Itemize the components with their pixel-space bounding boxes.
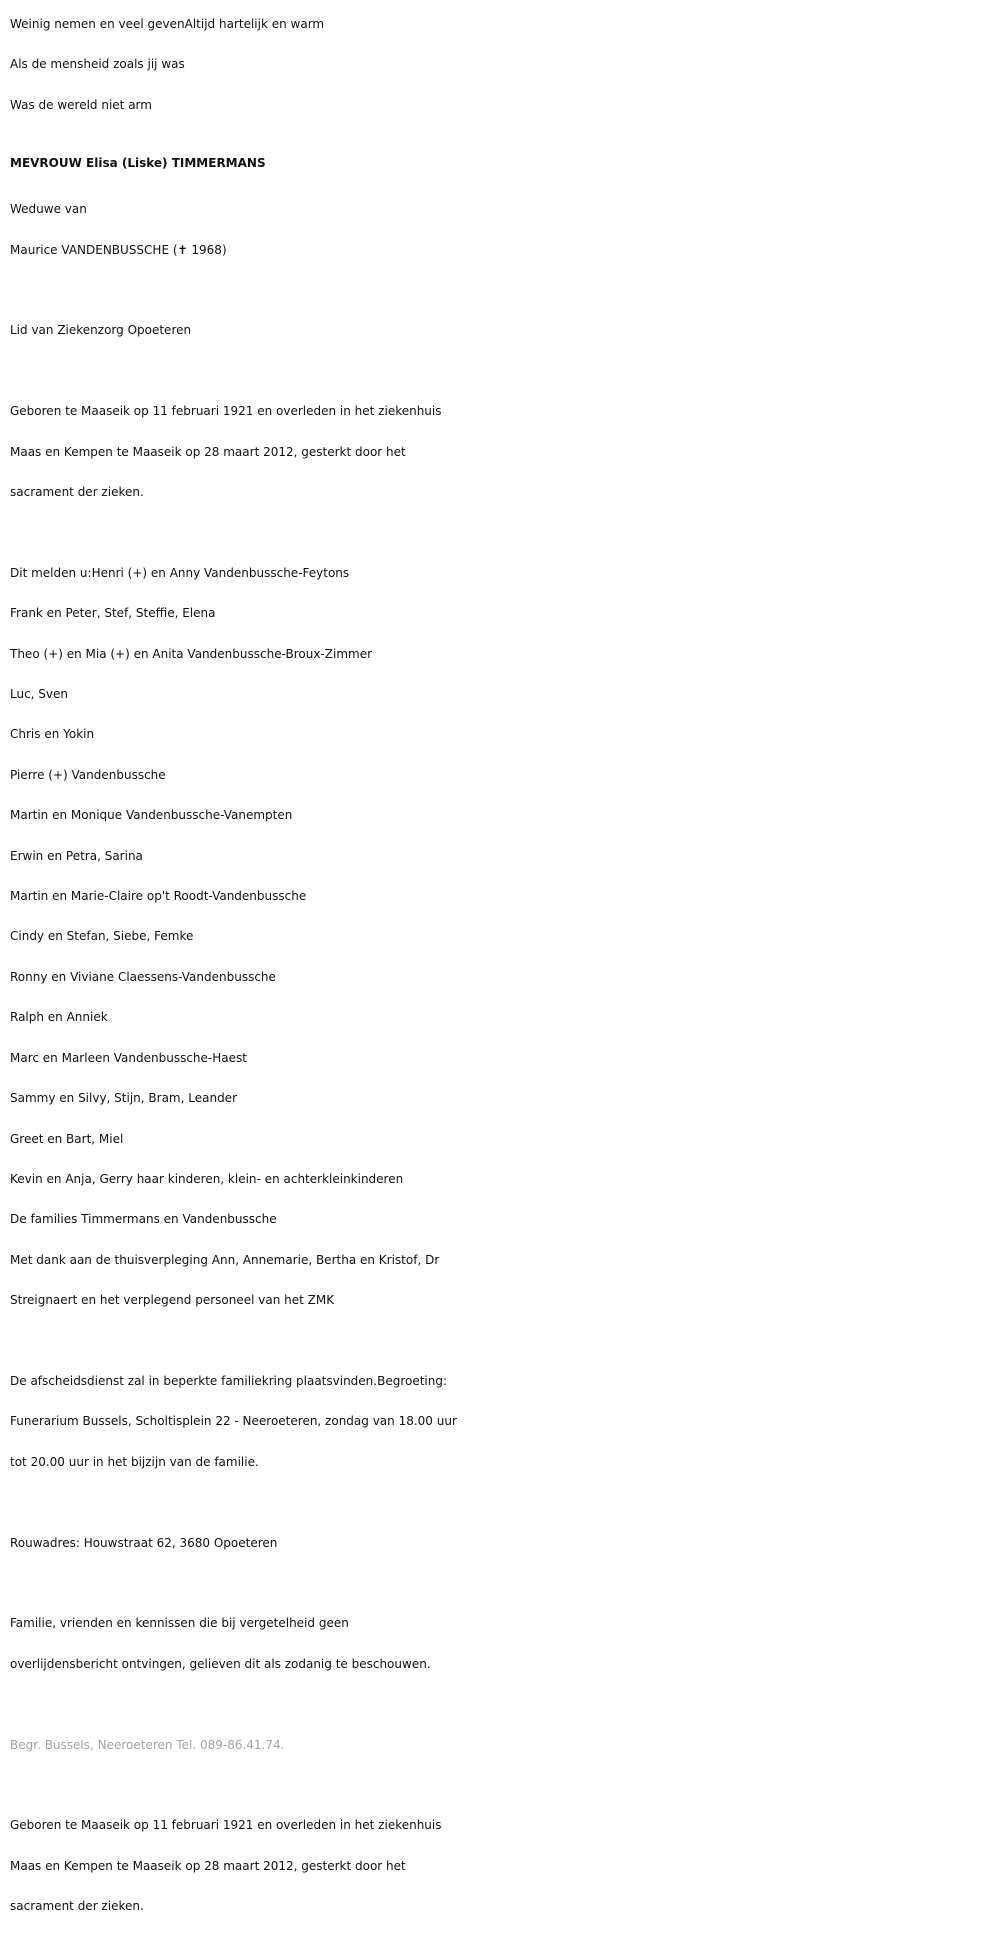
- announcer-line: Cindy en Stefan, Siebe, Femke: [10, 929, 194, 944]
- announcer-line: Ronny en Viviane Claessens-Vandenbussche: [10, 969, 276, 984]
- announcer-line: Pierre (+) Vandenbussche: [10, 767, 166, 782]
- announcer-line: Dit melden u:Henri (+) en Anny Vandenbussche-Feytons: [10, 565, 350, 580]
- poem-line: Was de wereld niet arm: [10, 97, 152, 112]
- announcers-list: [10, 553, 990, 1321]
- paragraph-line: Familie, vrienden en kennissen die bij vergetelheid geen: [10, 1616, 349, 1631]
- announcer-line: Martin en Marie-Claire op't Roodt-Vandenbussche: [10, 889, 307, 904]
- deceased-name: MEVROUW Elisa (Liske) TIMMERMANS: [10, 156, 266, 171]
- widow-line: Weduwe van: [10, 202, 87, 217]
- birth-death-paragraph: [10, 391, 990, 512]
- announcer-line: Kevin en Anja, Gerry haar kinderen, klein- en achterkleinkinderen: [10, 1171, 404, 1186]
- spacer: [10, 512, 990, 552]
- announcer-line: Chris en Yokin: [10, 727, 95, 742]
- announcer-line: Ralph en Anniek: [10, 1010, 108, 1025]
- announcer-line: Greet en Bart, Miel: [10, 1131, 124, 1146]
- spacer: [10, 351, 990, 391]
- birth-death-paragraph-repeat: [10, 1805, 990, 1926]
- undertaker-contact: Begr. Bussels, Neeroeteren Tel. 089-86.41.74.: [10, 1737, 285, 1752]
- announcer-line: Luc, Sven: [10, 687, 69, 702]
- service-paragraph: [10, 1361, 990, 1482]
- membership: Lid van Ziekenzorg Opoeteren: [10, 323, 192, 338]
- announcer-line: Erwin en Petra, Sarina: [10, 848, 143, 863]
- poem-line: Weinig nemen en veel gevenAltijd hartelijk en warm: [10, 17, 325, 31]
- widow-info: [10, 189, 990, 270]
- paragraph-line: Maas en Kempen te Maaseik op 28 maart 2012, gesterkt door het: [10, 1858, 406, 1873]
- paragraph-line: tot 20.00 uur in het bijzijn van de familie.: [10, 1454, 259, 1469]
- paragraph-line: sacrament der zieken.: [10, 485, 144, 500]
- paragraph-line: sacrament der zieken.: [10, 1899, 144, 1914]
- widow-line: Maurice VANDENBUSSCHE (✝ 1968): [10, 242, 227, 257]
- spacer: [10, 1563, 990, 1603]
- mourning-address: Rouwadres: Houwstraat 62, 3680 Opoeteren: [10, 1535, 278, 1550]
- poem: [10, 4, 990, 125]
- notice-paragraph: [10, 1603, 990, 1684]
- announcer-line: Frank en Peter, Stef, Steffie, Elena: [10, 606, 216, 621]
- poem-line: Als de mensheid zoals jij was: [10, 57, 185, 72]
- paragraph-line: Geboren te Maaseik op 11 februari 1921 en overleden in het ziekenhuis: [10, 1818, 442, 1833]
- paragraph-line: overlijdensbericht ontvingen, gelieven dit als zodanig te beschouwen.: [10, 1656, 431, 1671]
- paragraph-line: De afscheidsdienst zal in beperkte familiekring plaatsvinden.Begroeting:: [10, 1373, 448, 1388]
- paragraph-line: Maas en Kempen te Maaseik op 28 maart 2012, gesterkt door het: [10, 444, 406, 459]
- announcer-line: Sammy en Silvy, Stijn, Bram, Leander: [10, 1091, 237, 1106]
- paragraph-line: Funerarium Bussels, Scholtisplein 22 - Neeroeteren, zondag van 18.00 uur: [10, 1414, 457, 1429]
- announcer-line: De families Timmermans en Vandenbussche: [10, 1212, 277, 1227]
- announcer-line: Met dank aan de thuisverpleging Ann, Annemarie, Bertha en Kristof, Dr: [10, 1252, 440, 1267]
- announcer-line: Streignaert en het verplegend personeel van het ZMK: [10, 1293, 335, 1308]
- paragraph-line: Geboren te Maaseik op 11 februari 1921 en overleden in het ziekenhuis: [10, 404, 442, 419]
- spacer: [10, 1765, 990, 1805]
- spacer: [10, 1482, 990, 1522]
- announcer-line: Martin en Monique Vandenbussche-Vanempten: [10, 808, 293, 823]
- spacer: [10, 270, 990, 310]
- announcer-line: Marc en Marleen Vandenbussche-Haest: [10, 1050, 247, 1065]
- announcer-line: Theo (+) en Mia (+) en Anita Vandenbussche-Broux-Zimmer: [10, 646, 373, 661]
- spacer: [10, 1684, 990, 1724]
- spacer: [10, 1321, 990, 1361]
